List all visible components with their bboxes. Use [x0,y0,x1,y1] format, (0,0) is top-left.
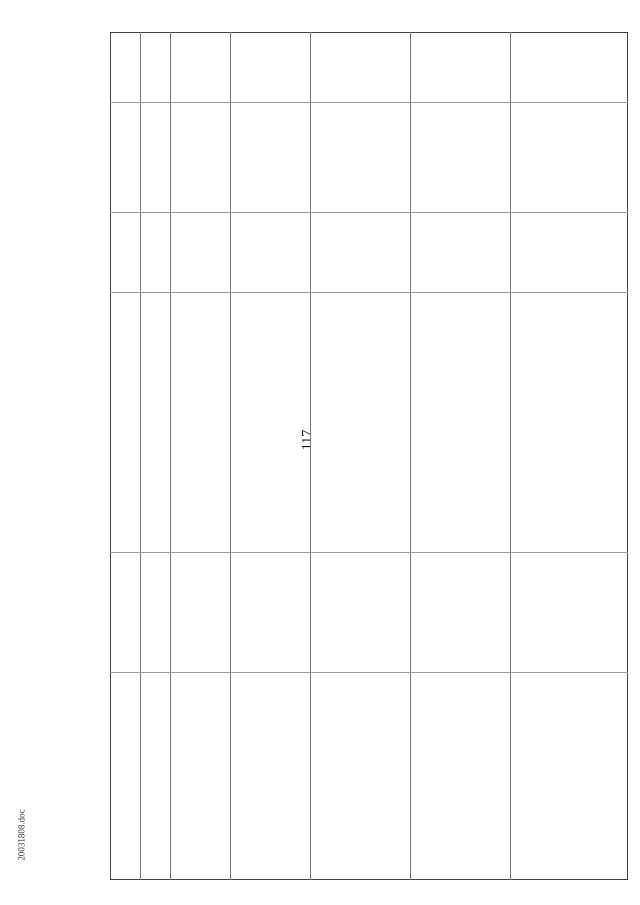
column-divider [140,32,141,880]
row-divider [110,552,628,553]
column-divider [230,32,231,880]
document-filename: 20031808.doc [16,809,27,861]
budget-table [110,32,628,880]
row-divider [110,292,628,293]
column-divider [170,32,171,880]
column-divider [310,32,311,880]
page-number: 117 [300,429,316,451]
row-divider [110,672,628,673]
row-divider [110,102,628,103]
table-grid [110,32,628,880]
column-divider [510,32,511,880]
column-divider [410,32,411,880]
row-divider [110,212,628,213]
